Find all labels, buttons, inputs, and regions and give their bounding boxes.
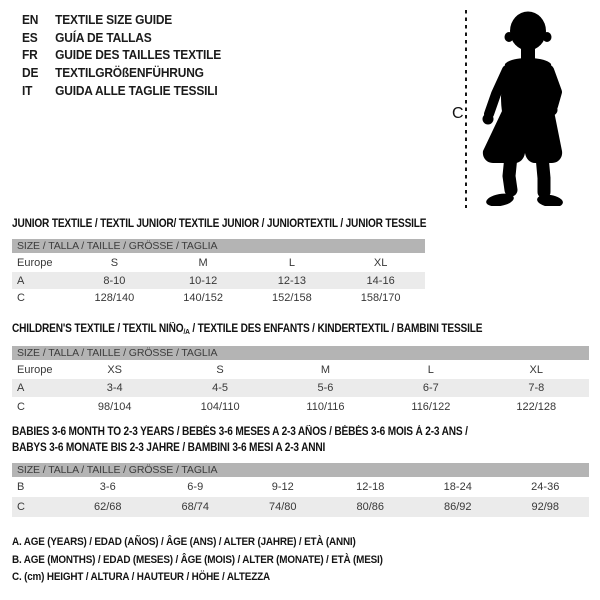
legend-footnotes (12, 534, 424, 587)
height-cell: 140/152 (183, 291, 223, 304)
toddler-silhouette-icon (478, 6, 564, 206)
table-row-height (12, 397, 589, 416)
size-header-label: SIZE / TALLA / TAILLE / GRÖSSE / TAGLIA (12, 463, 589, 477)
footnote-b: B. AGE (MONTHS) / EDAD (MESES) / ÂGE (MOIS) / ALTER (MONATE) / ETÀ (MESI) (12, 553, 383, 566)
language-row-es (22, 29, 221, 47)
height-cell: 68/74 (152, 497, 240, 517)
age-cell: 6-9 (187, 481, 204, 493)
language-title-list (22, 11, 238, 99)
footnote-c: C. (cm) HEIGHT / ALTURA / HAUTEUR / HÖHE / ALTEZZA (12, 571, 270, 584)
title-subscript: /A (183, 327, 190, 336)
size-cell: XL (373, 256, 388, 269)
language-title: GUIDE DES TAILLES TEXTILE (55, 47, 222, 63)
table-row-age (12, 272, 425, 289)
babies-size-table (12, 463, 589, 517)
age-cell: 6-7 (378, 379, 483, 397)
size-cell: M (198, 256, 208, 269)
language-code: DE (22, 65, 39, 81)
height-cell: 116/122 (411, 400, 451, 413)
language-code: ES (22, 29, 38, 45)
age-cell: 5-6 (273, 379, 378, 397)
table-row-europe (12, 360, 589, 379)
table-size-header-row (12, 239, 425, 253)
language-row-fr (22, 46, 221, 64)
table-size-header-row (12, 463, 589, 477)
size-cell: L (288, 256, 295, 269)
row-label: C (17, 291, 25, 304)
age-cell: 4-5 (167, 379, 272, 397)
language-row-de (22, 64, 221, 82)
size-cell: S (110, 256, 119, 269)
children-size-table (12, 346, 589, 416)
title-rest: / TEXTILE DES ENFANTS / KINDERTEXTIL / BAMBINI TESSILE (189, 323, 483, 335)
height-cell: 128/140 (94, 291, 135, 304)
size-cell: XL (529, 363, 544, 376)
age-cell: 10-12 (159, 272, 248, 289)
age-cell: 7-8 (484, 379, 589, 397)
table-size-header-row (12, 346, 589, 360)
section-title-children (12, 322, 482, 340)
size-header-label: SIZE / TALLA / TAILLE / GRÖSSE / TAGLIA (12, 239, 425, 253)
height-cell: 86/92 (414, 497, 502, 517)
age-cell: 12-13 (248, 272, 337, 289)
table-row-height (12, 289, 425, 306)
size-cell: L (427, 363, 434, 376)
height-measure-label: C (452, 105, 464, 122)
age-cell: 3-4 (62, 379, 167, 397)
age-cell: 12-18 (356, 481, 385, 493)
age-cell: 14-16 (336, 272, 425, 289)
size-cell: XS (107, 363, 123, 376)
height-cell: 98/104 (97, 400, 132, 413)
section-title-junior: JUNIOR TEXTILE / TEXTIL JUNIOR/ TEXTILE JUNIOR / JUNIORTEXTIL / JUNIOR TESSILE (12, 218, 427, 230)
height-cell: 158/170 (360, 291, 401, 304)
language-code: FR (22, 47, 38, 63)
language-code: IT (22, 82, 33, 98)
height-cell: 80/86 (327, 497, 415, 517)
table-row-height (12, 497, 589, 517)
height-cell: 152/158 (271, 291, 312, 304)
age-cell: 24-36 (531, 481, 560, 493)
language-code: EN (22, 12, 39, 28)
language-row-it (22, 81, 221, 99)
row-label: C (17, 400, 25, 413)
age-cell: 9-12 (271, 481, 294, 493)
row-label: A (12, 272, 70, 289)
height-cell: 104/110 (200, 400, 240, 413)
title-line2: BABYS 3-6 MONATE BIS 2-3 JAHRE / BAMBINI 3-6 MESI A 2-3 ANNI (12, 441, 326, 454)
size-header-label: SIZE / TALLA / TAILLE / GRÖSSE / TAGLIA (12, 346, 589, 360)
height-dashed-line (465, 10, 467, 208)
footnote-a: A. AGE (YEARS) / EDAD (AÑOS) / ÂGE (ANS) / ALTER (JAHRE) / ETÀ (ANNI) (12, 536, 356, 548)
language-title: GUÍA DE TALLAS (55, 29, 152, 45)
height-cell: 122/128 (516, 400, 557, 413)
age-cell: 18-24 (443, 481, 472, 493)
row-label: Europe (17, 256, 53, 269)
size-cell: M (320, 363, 331, 376)
title-main: CHILDREN'S TEXTILE / TEXTIL NIÑO (12, 323, 184, 335)
language-title: TEXTILE SIZE GUIDE (55, 12, 173, 28)
height-cell: 92/98 (502, 497, 590, 517)
age-cell: 8-10 (70, 272, 159, 289)
height-cell: 110/116 (306, 400, 345, 413)
size-cell: S (216, 363, 224, 376)
junior-size-table (12, 239, 425, 306)
row-label: A (12, 379, 62, 397)
height-cell: 74/80 (239, 497, 327, 517)
section-title-babies (12, 425, 468, 456)
title-line1: BABIES 3-6 MONTH TO 2-3 YEARS / BEBÉS 3-6 MESES A 2-3 AÑOS / BÉBÉS 3-6 MOIS À 2-3 ANS / (12, 426, 468, 438)
language-title: TEXTILGRÖßENFÜHRUNG (55, 65, 204, 81)
row-label: B (17, 481, 25, 493)
row-label: C (12, 497, 64, 517)
language-row-en (22, 11, 221, 29)
table-row-age (12, 379, 589, 397)
table-row-europe (12, 253, 425, 272)
height-cell: 62/68 (64, 497, 152, 517)
table-row-age-months (12, 477, 589, 497)
language-title: GUIDA ALLE TAGLIE TESSILI (55, 82, 218, 98)
age-cell: 3-6 (99, 481, 116, 493)
row-label: Europe (17, 363, 53, 376)
